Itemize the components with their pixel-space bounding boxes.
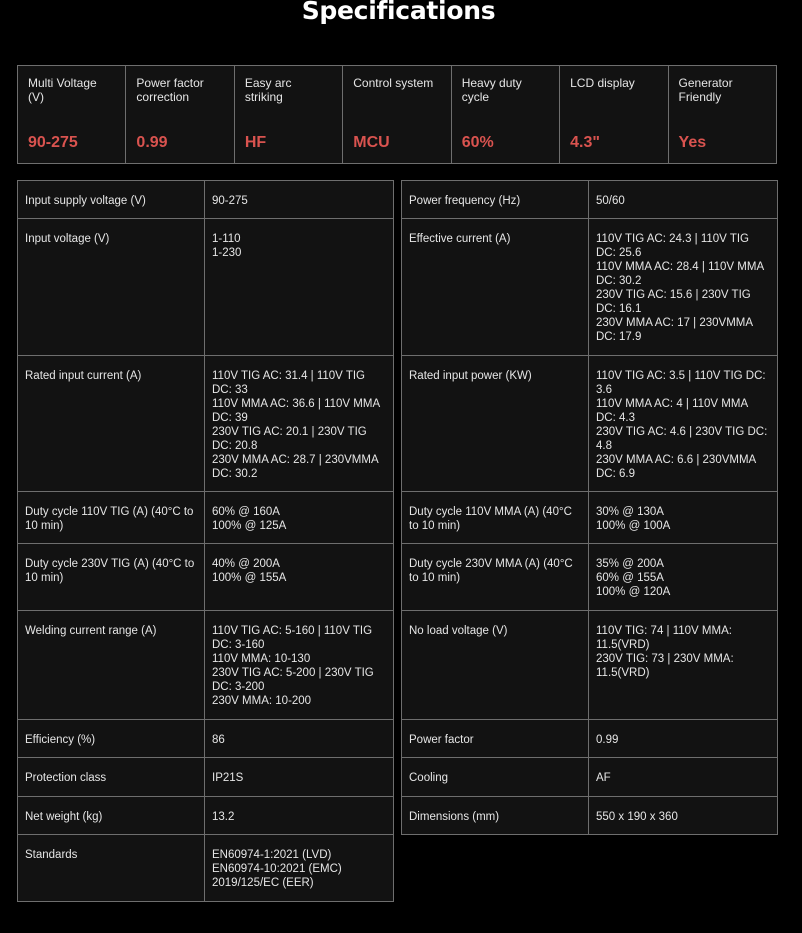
spec-key: Power factor bbox=[402, 720, 589, 758]
highlight-value: 90-275 bbox=[28, 134, 78, 151]
highlight-easy-arc-striking bbox=[235, 66, 343, 163]
spec-key: Input voltage (V) bbox=[18, 219, 205, 356]
spec-value: 0.99 bbox=[589, 720, 778, 758]
highlight-label: Easy arc striking bbox=[244, 76, 292, 104]
highlight-generator-friendly bbox=[669, 66, 776, 163]
spec-key: Net weight (kg) bbox=[18, 797, 205, 835]
spec-value: 110V TIG AC: 24.3 | 110V TIG DC: 25.6 110V MMA AC: 28.4 | 110V MMA DC: 30.2 230V TIG AC: 15.6 | 230V TIG DC: 16.1 230V MMA AC: 17 | 230VMMA DC: 17.9 bbox=[589, 219, 778, 356]
highlight-label: Power factor correction bbox=[136, 76, 204, 104]
spec-value: 550 x 190 x 360 bbox=[589, 797, 778, 835]
highlight-power-factor-correction bbox=[126, 66, 234, 163]
highlight-label: Multi Voltage (V) bbox=[28, 76, 97, 104]
spec-value: 90-275 bbox=[205, 181, 394, 219]
spec-value: AF bbox=[589, 758, 778, 797]
highlights-strip bbox=[17, 65, 777, 164]
highlight-value: Yes bbox=[678, 134, 707, 151]
highlight-heavy-duty-cycle bbox=[452, 66, 560, 163]
spec-value: 13.2 bbox=[205, 797, 394, 835]
spec-key: No load voltage (V) bbox=[402, 611, 589, 720]
table-row bbox=[18, 797, 394, 835]
spec-key: Power frequency (Hz) bbox=[402, 181, 589, 219]
table-row bbox=[402, 797, 778, 835]
highlight-lcd-display bbox=[560, 66, 668, 163]
spec-value: 110V TIG AC: 5-160 | 110V TIG DC: 3-160 110V MMA: 10-130 230V TIG AC: 5-200 | 230V TIG DC: 3-200 230V MMA: 10-200 bbox=[205, 611, 394, 720]
spec-value: 110V TIG AC: 31.4 | 110V TIG DC: 33 110V MMA AC: 36.6 | 110V MMA DC: 39 230V TIG AC: 20.1 | 230V TIG DC: 20.8 230V MMA AC: 28.7 | 230VMMA DC: 30.2 bbox=[205, 356, 394, 492]
highlight-value: 4.3" bbox=[570, 134, 600, 151]
table-row bbox=[18, 758, 394, 797]
spec-key: Dimensions (mm) bbox=[402, 797, 589, 835]
spec-key: Standards bbox=[18, 835, 205, 902]
table-row bbox=[402, 611, 778, 720]
table-row bbox=[402, 758, 778, 797]
highlight-label: Generator Friendly bbox=[678, 76, 733, 104]
spec-key: Welding current range (A) bbox=[18, 611, 205, 720]
spec-key: Protection class bbox=[18, 758, 205, 797]
spec-value: 1-110 1-230 bbox=[205, 219, 394, 356]
highlight-value: 60% bbox=[461, 134, 494, 151]
table-row bbox=[18, 544, 394, 611]
spec-value: 30% @ 130A 100% @ 100A bbox=[589, 492, 778, 544]
spec-value: 50/60 bbox=[589, 181, 778, 219]
table-row bbox=[402, 544, 778, 611]
highlight-label: LCD display bbox=[570, 76, 635, 90]
spec-value: 110V TIG: 74 | 110V MMA: 11.5(VRD) 230V TIG: 73 | 230V MMA: 11.5(VRD) bbox=[589, 611, 778, 720]
table-row bbox=[402, 720, 778, 758]
page-title: Specifications bbox=[301, 0, 496, 25]
highlight-value: HF bbox=[244, 134, 267, 151]
table-row bbox=[402, 219, 778, 356]
highlight-multi-voltage bbox=[18, 66, 126, 163]
spec-key: Duty cycle 230V MMA (A) (40°C to 10 min) bbox=[402, 544, 589, 611]
spec-value: 60% @ 160A 100% @ 125A bbox=[205, 492, 394, 544]
spec-value: 110V TIG AC: 3.5 | 110V TIG DC: 3.6 110V MMA AC: 4 | 110V MMA DC: 4.3 230V TIG AC: 4.6 | 230V TIG DC: 4.8 230V MMA AC: 6.6 | 230VMMA DC: 6.9 bbox=[589, 356, 778, 492]
spec-key: Cooling bbox=[402, 758, 589, 797]
spec-key: Input supply voltage (V) bbox=[18, 181, 205, 219]
spec-key: Efficiency (%) bbox=[18, 720, 205, 758]
table-row bbox=[18, 611, 394, 720]
highlight-label: Control system bbox=[353, 76, 434, 90]
table-row bbox=[402, 492, 778, 544]
spec-key: Rated input power (KW) bbox=[402, 356, 589, 492]
specs-table-left bbox=[17, 180, 394, 902]
highlight-value: MCU bbox=[353, 134, 390, 151]
table-row bbox=[18, 720, 394, 758]
highlight-value: 0.99 bbox=[136, 134, 168, 151]
spec-value: 40% @ 200A 100% @ 155A bbox=[205, 544, 394, 611]
spec-value: EN60974-1:2021 (LVD) EN60974-10:2021 (EMC) 2019/125/EC (EER) bbox=[205, 835, 394, 902]
spec-key: Duty cycle 110V TIG (A) (40°C to 10 min) bbox=[18, 492, 205, 544]
table-row bbox=[18, 492, 394, 544]
table-row bbox=[18, 356, 394, 492]
spec-key: Rated input current (A) bbox=[18, 356, 205, 492]
spec-key: Duty cycle 230V TIG (A) (40°C to 10 min) bbox=[18, 544, 205, 611]
table-row bbox=[402, 181, 778, 219]
highlight-label: Heavy duty cycle bbox=[461, 76, 522, 104]
table-row bbox=[18, 181, 394, 219]
highlight-control-system bbox=[343, 66, 451, 163]
spec-key: Effective current (A) bbox=[402, 219, 589, 356]
spec-key: Duty cycle 110V MMA (A) (40°C to 10 min) bbox=[402, 492, 589, 544]
table-row bbox=[18, 219, 394, 356]
spec-value: 35% @ 200A 60% @ 155A 100% @ 120A bbox=[589, 544, 778, 611]
specs-table-right bbox=[401, 180, 778, 835]
table-row bbox=[18, 835, 394, 902]
spec-value: IP21S bbox=[205, 758, 394, 797]
table-row bbox=[402, 356, 778, 492]
spec-value: 86 bbox=[205, 720, 394, 758]
